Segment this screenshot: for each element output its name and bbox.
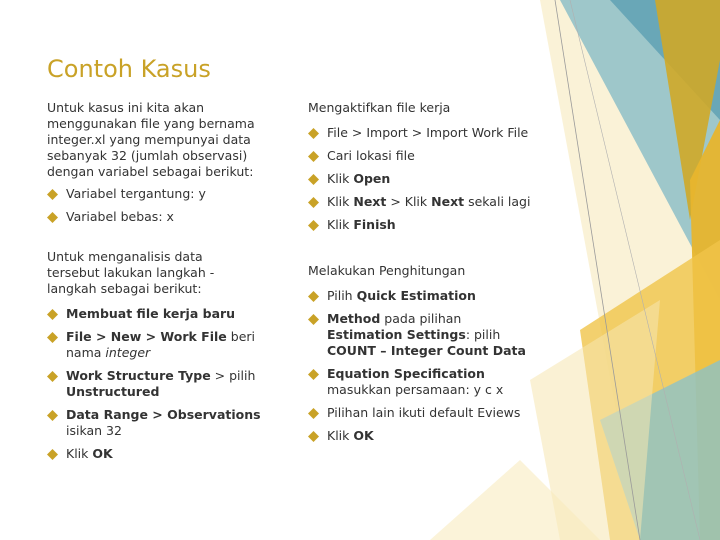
diamond-bullet-icon [47,212,58,223]
diamond-bullet-icon [47,309,58,320]
diamond-bullet-icon [47,189,58,200]
list-item: Membuat file kerja baru [47,306,282,322]
list-item: File > New > Work File beri nama integer [47,329,282,361]
variables-list [47,186,282,225]
activate-steps-list [308,125,533,233]
list-item [47,186,282,202]
diamond-bullet-icon [47,449,58,460]
list-item [47,209,282,225]
steps-list [47,306,282,462]
section-title-activate: Mengaktifkan file kerja [308,100,451,115]
diamond-bullet-icon [308,151,319,162]
diamond-bullet-icon [308,314,319,325]
list-item: Klik Next > Klik Next sekali lagi [308,194,533,210]
diamond-bullet-icon [308,408,319,419]
diamond-bullet-icon [308,174,319,185]
steps-intro-paragraph: Untuk menganalisis data tersebut lakukan langkah - langkah sebagai berikut: [47,249,215,296]
intro-paragraph: Untuk kasus ini kita akan menggunakan file yang bernama integer.xl yang mempunyai data sebanyak 32 (jumlah observasi) dengan variabel sebagai berikut: [47,100,255,179]
right-column [308,100,533,444]
diamond-bullet-icon [308,369,319,380]
list-item: Klik Open [308,171,533,187]
list-item: Pilih Quick Estimation [308,288,533,304]
slide-title: Contoh Kasus [47,55,211,83]
list-item: Klik Finish [308,217,533,233]
variable-dependent: Variabel tergantung: y [66,186,206,201]
diamond-bullet-icon [47,332,58,343]
list-item: Work Structure Type > pilih Unstructured [47,368,282,400]
variable-independent: Variabel bebas: x [66,209,174,224]
list-item: Cari lokasi file [308,148,533,164]
list-item: Equation Specification masukkan persamaan: y c x [308,366,533,398]
list-item: Data Range > Observations isikan 32 [47,407,282,439]
list-item: File > Import > Import Work File [308,125,533,141]
left-column [47,100,282,462]
calculation-steps-list [308,288,533,444]
diamond-bullet-icon [47,410,58,421]
diamond-bullet-icon [308,197,319,208]
list-item: Klik OK [308,428,533,444]
section-title-calculation: Melakukan Penghitungan [308,263,466,278]
diamond-bullet-icon [308,128,319,139]
diamond-bullet-icon [308,431,319,442]
list-item: Method pada pilihan Estimation Settings: pilih COUNT – Integer Count Data [308,311,533,359]
list-item: Klik OK [47,446,282,462]
diamond-bullet-icon [47,371,58,382]
list-item: Pilihan lain ikuti default Eviews [308,405,533,421]
diamond-bullet-icon [308,220,319,231]
diamond-bullet-icon [308,291,319,302]
